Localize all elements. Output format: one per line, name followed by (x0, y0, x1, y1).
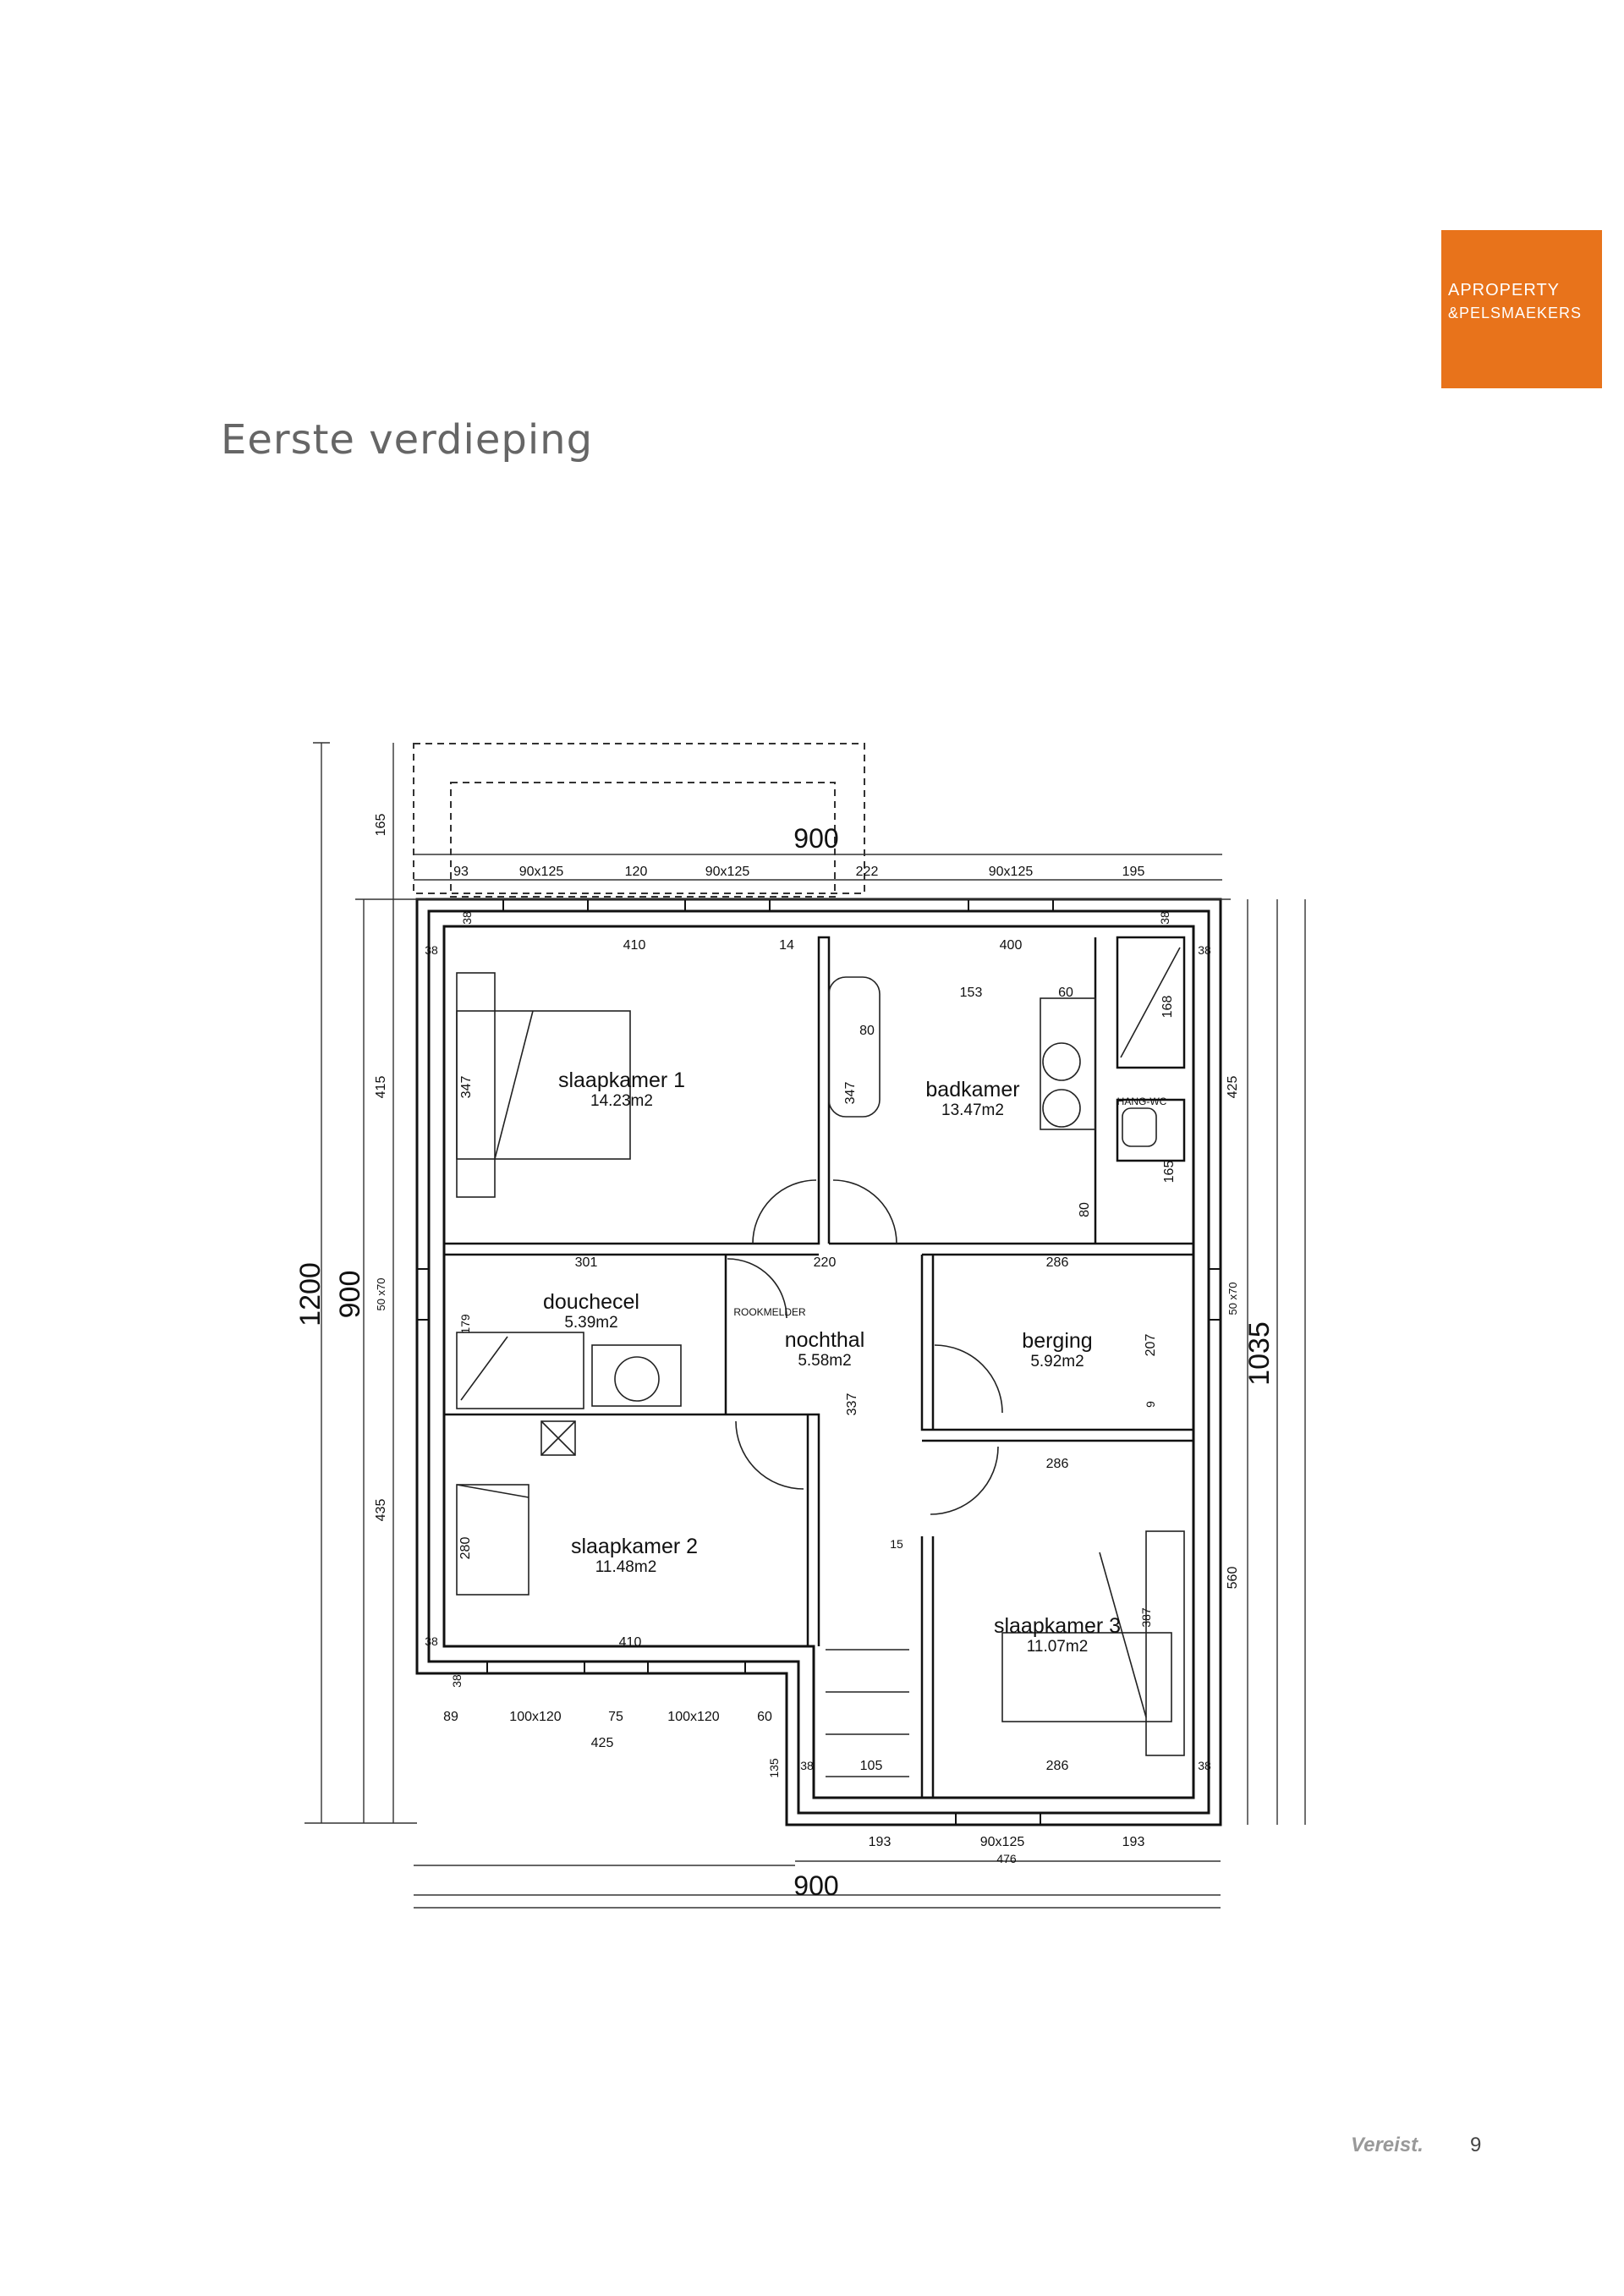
page-title: Eerste verdieping (221, 416, 594, 464)
dim: 220 (813, 1255, 837, 1270)
dim: 50 x70 (1226, 1282, 1239, 1316)
dim-total-bottom: 900 (793, 1870, 839, 1901)
dim: 120 (624, 865, 648, 879)
dim: 38 (460, 911, 474, 925)
room-name: badkamer (925, 1078, 1020, 1101)
dim: 38 (1158, 911, 1171, 925)
footer-brand: Vereist. (1351, 2134, 1424, 2156)
dim-total-top: 900 (793, 823, 839, 854)
dim: 14 (779, 938, 794, 953)
room-name: douchecel (543, 1290, 639, 1314)
dim: 560 (1226, 1566, 1240, 1590)
room-area: 14.23m2 (590, 1092, 653, 1110)
dim: 75 (608, 1710, 623, 1724)
dim: 476 (996, 1852, 1017, 1865)
dim: 301 (574, 1255, 598, 1270)
dimension-labels (294, 814, 1276, 1901)
hangwc-label: HANG-WC (1116, 1096, 1167, 1107)
dim: 38 (800, 1759, 814, 1772)
room-name: slaapkamer 2 (570, 1535, 699, 1558)
dim: 410 (618, 1635, 642, 1650)
room-name: nochthal (784, 1328, 865, 1352)
dim: 90x125 (705, 865, 750, 879)
dim: 165 (374, 813, 388, 837)
room-area: 13.47m2 (941, 1101, 1004, 1119)
dim: 286 (1045, 1457, 1069, 1471)
dim: 347 (843, 1081, 858, 1105)
dim: 286 (1045, 1255, 1069, 1270)
dim: 38 (1198, 1759, 1211, 1772)
dim-left-900: 900 (334, 1270, 366, 1319)
dim: 9 (1144, 1401, 1157, 1408)
dim: 280 (458, 1536, 473, 1560)
dim: 60 (757, 1710, 772, 1724)
dim: 80 (859, 1024, 875, 1038)
dim: 153 (959, 986, 983, 1000)
dim: 195 (1122, 865, 1145, 879)
dim: 38 (425, 1634, 438, 1648)
dim: 207 (1144, 1333, 1158, 1357)
dim: 60 (1058, 986, 1073, 1000)
room-area: 11.48m2 (595, 1558, 657, 1576)
dim: 425 (1226, 1075, 1240, 1099)
room-area: 5.92m2 (1030, 1353, 1084, 1370)
dim: 100x120 (667, 1710, 720, 1724)
dim: 135 (767, 1758, 781, 1778)
logo-line-1: APROPERTY (1448, 281, 1560, 299)
room-name: berging (1022, 1329, 1093, 1353)
logo-line-2: &PELSMAEKERS (1448, 305, 1583, 321)
dim: 400 (999, 938, 1023, 953)
room-area: 5.39m2 (564, 1314, 618, 1332)
dim-height-total: 1200 (294, 1262, 326, 1327)
rookmelder-label: ROOKMELDER (733, 1306, 806, 1318)
dim: 168 (1160, 995, 1175, 1019)
dim: 410 (623, 938, 646, 953)
dim: 38 (450, 1674, 464, 1688)
dim: 90x125 (988, 865, 1034, 879)
dim: 286 (1045, 1759, 1069, 1773)
dim: 105 (859, 1759, 883, 1773)
dim: 193 (1122, 1835, 1145, 1849)
toilet (1122, 1108, 1156, 1146)
dim: 165 (1162, 1160, 1177, 1184)
dim: 93 (453, 865, 469, 879)
page-number: 9 (1470, 2134, 1482, 2156)
room-labels (543, 1068, 1167, 1656)
sink-basin (615, 1357, 659, 1401)
dim: 387 (1139, 1607, 1153, 1628)
dim-right-1035: 1035 (1243, 1321, 1276, 1386)
dim: 222 (855, 865, 879, 879)
dim: 179 (458, 1314, 472, 1334)
dim: 337 (845, 1392, 859, 1416)
dim: 100x120 (509, 1710, 562, 1724)
dim: 38 (425, 943, 438, 957)
dim: 425 (590, 1736, 614, 1750)
dim: 435 (374, 1498, 388, 1522)
dim: 89 (443, 1710, 458, 1724)
dim: 38 (1198, 943, 1211, 957)
dim: 193 (868, 1835, 892, 1849)
room-name: slaapkamer 3 (993, 1614, 1122, 1638)
room-area: 5.58m2 (798, 1352, 852, 1370)
dim: 80 (1078, 1202, 1092, 1217)
room-name: slaapkamer 1 (557, 1068, 686, 1092)
dim: 415 (374, 1075, 388, 1099)
dim: 90x125 (979, 1835, 1025, 1849)
dim: 15 (890, 1537, 903, 1551)
door-swings (727, 1180, 1002, 1514)
room-area: 11.07m2 (1026, 1638, 1089, 1656)
dim: 347 (459, 1075, 474, 1099)
dim: 90x125 (518, 865, 564, 879)
dimension-lines (304, 743, 1305, 1908)
dim: 50 x70 (375, 1277, 387, 1311)
